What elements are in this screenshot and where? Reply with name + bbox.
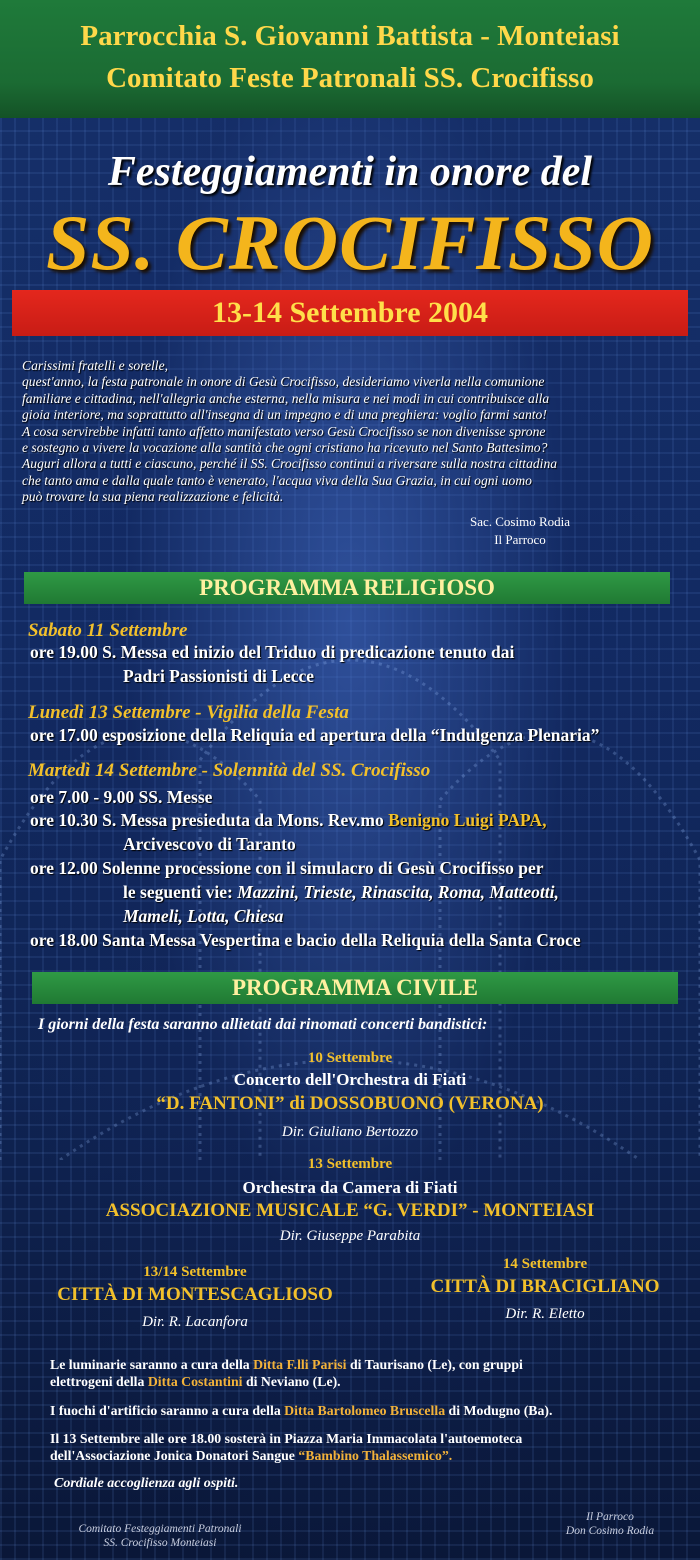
civil-program-band xyxy=(32,972,678,1004)
band-name: CITTÀ DI BRACIGLIANO xyxy=(430,1276,660,1297)
footer-committee xyxy=(40,1522,280,1550)
day-monday: Lunedì 13 Settembre - Vigilia della Festa xyxy=(28,702,349,723)
crocifisso-title: SS. CROCIFISSO xyxy=(46,199,654,286)
footer-pastor-line: Don Cosimo Rodia xyxy=(565,1525,655,1537)
program-line xyxy=(123,882,559,903)
header-band xyxy=(0,0,700,118)
company-name: Ditta F.lli Parisi xyxy=(253,1357,347,1372)
civil-intro: I giorni della festa saranno allietati dai rinomati concerti bandistici: xyxy=(38,1016,488,1033)
program-line xyxy=(123,906,283,927)
concert-title: Orchestra da Camera di Fiati xyxy=(242,1178,458,1197)
band-director: Dir. R. Lacanfora xyxy=(142,1314,248,1330)
letter-line: familiare e cittadina, nell'allegria anche esterna, nella misura e nei modi in cui contribuisce alla xyxy=(22,390,550,406)
archbishop-name: Benigno Luigi PAPA, xyxy=(388,810,547,830)
religious-program-band xyxy=(24,572,670,604)
signature-name: Sac. Cosimo Rodia xyxy=(469,514,571,529)
letter-line: che tanto ama e dalla quale tanto è venerato, l'acqua viva della Sua Grazia, in cui ogni uomo xyxy=(22,472,532,488)
note-text: di Taurisano (Le), con gruppi xyxy=(346,1357,523,1372)
letter-line: A cosa servirebbe infatti tanto affetto manifestato verso Gesù Crocifisso se non divenisse sprone xyxy=(22,423,546,439)
note-text: dell'Associazione Jonica Donatori Sangue xyxy=(50,1448,299,1463)
letter-line: e sostegno a vivere la vocazione alla santità che ogni cristiano ha ricevuto nel Santo Battesimo? xyxy=(22,440,548,456)
note-text: I fuochi d'artificio saranno a cura della xyxy=(50,1403,285,1418)
program-line: ore 19.00 S. Messa ed inizio del Triduo di predicazione tenuto dai xyxy=(30,642,515,662)
note-lights xyxy=(50,1356,680,1390)
concert-date: 10 Settembre xyxy=(307,1050,393,1066)
concert-title: Concerto dell'Orchestra di Fiati xyxy=(233,1070,467,1089)
civil-program-heading: PROGRAMMA CIVILE xyxy=(232,975,478,1000)
band-name: ASSOCIAZIONE MUSICALE “G. VERDI” - MONTEIASI xyxy=(105,1200,595,1221)
footer-pastor-line: Il Parroco xyxy=(586,1511,634,1523)
procession-streets: Mameli, Lotta, Chiesa xyxy=(123,906,284,926)
letter-line: Auguri allora a tutti e ciascuno, perché il SS. Crocifisso continui a riversare sulla nostra cittadina xyxy=(22,456,558,472)
pastor-letter xyxy=(22,358,682,506)
letter-line: può trovare la sua piena realizzazione e felicità. xyxy=(22,489,284,505)
letter-line: quest'anno, la festa patronale in onore di Gesù Crocifisso, desideriamo viverla nella comunione xyxy=(22,374,545,390)
footer-committee-line: Comitato Festeggiamenti Patronali xyxy=(78,1523,242,1535)
program-line xyxy=(30,810,546,831)
committee-name: Comitato Feste Patronali SS. Crocifisso xyxy=(106,62,594,94)
letter-greeting: Carissimi fratelli e sorelle, xyxy=(22,358,169,373)
program-text: le seguenti vie: xyxy=(123,882,238,902)
note-text: di Neviano (Le). xyxy=(242,1374,341,1389)
company-name: Ditta Bartolomeo Bruscella xyxy=(284,1403,446,1418)
concert-date: 14 Settembre xyxy=(502,1256,588,1272)
note-text: di Modugno (Ba). xyxy=(445,1403,553,1418)
note-text: Le luminarie saranno a cura della xyxy=(50,1357,254,1372)
band-name: “D. FANTONI” di DOSSOBUONO (VERONA) xyxy=(156,1093,544,1114)
program-line: ore 18.00 Santa Messa Vespertina e bacio della Reliquia della Santa Croce xyxy=(30,930,581,950)
religious-program-heading: PROGRAMMA RELIGIOSO xyxy=(199,575,495,600)
program-line: ore 17.00 esposizione della Reliquia ed apertura della “Indulgenza Plenaria” xyxy=(30,725,600,745)
note-blood-donation xyxy=(50,1430,680,1464)
signature-role: Il Parroco xyxy=(494,532,546,547)
note-text: Il 13 Settembre alle ore 18.00 sosterà in Piazza Maria Immacolata l'autoemoteca xyxy=(50,1431,523,1446)
company-name: Ditta Costantini xyxy=(147,1374,243,1389)
band-director: Dir. Giuliano Bertozzo xyxy=(281,1124,419,1140)
date-banner xyxy=(12,290,688,336)
procession-streets: Mazzini, Trieste, Rinascita, Roma, Matteotti, xyxy=(237,882,559,902)
program-line: Padri Passionisti di Lecce xyxy=(123,666,315,686)
band-name: CITTÀ DI MONTESCAGLIOSO xyxy=(57,1284,333,1305)
program-line: ore 7.00 - 9.00 SS. Messe xyxy=(30,787,213,807)
association-name: “Bambino Thalassemico”. xyxy=(298,1448,453,1463)
note-fireworks xyxy=(50,1402,680,1419)
concert-date: 13/14 Settembre xyxy=(143,1264,247,1280)
program-text: ore 10.30 S. Messa presieduta da Mons. Rev.mo xyxy=(30,810,389,830)
festival-dates: 13-14 Settembre 2004 xyxy=(211,296,489,329)
footer-committee-line: SS. Crocifisso Monteiasi xyxy=(103,1537,217,1549)
band-director: Dir. Giuseppe Parabita xyxy=(279,1228,421,1244)
parish-name: Parrocchia S. Giovanni Battista - Monteiasi xyxy=(80,20,620,52)
day-saturday: Sabato 11 Settembre xyxy=(28,620,188,641)
concert-date: 13 Settembre xyxy=(307,1156,393,1172)
footer-pastor xyxy=(530,1510,690,1538)
welcome-message: Cordiale accoglienza agli ospiti. xyxy=(54,1476,239,1491)
program-line: ore 12.00 Solenne processione con il simulacro di Gesù Crocifisso per xyxy=(30,858,544,878)
program-line: Arcivescovo di Taranto xyxy=(123,834,296,854)
festeggiamenti-heading: Festeggiamenti in onore del xyxy=(107,149,593,195)
note-text: elettrogeni della xyxy=(50,1374,148,1389)
band-director: Dir. R. Eletto xyxy=(505,1306,585,1322)
letter-line: gioia interiore, ma soprattutto all'insegna di un impegno e di una preghiera: voglio farmi santo! xyxy=(22,407,547,423)
day-tuesday: Martedì 14 Settembre - Solennità del SS. Crocifisso xyxy=(28,760,431,781)
